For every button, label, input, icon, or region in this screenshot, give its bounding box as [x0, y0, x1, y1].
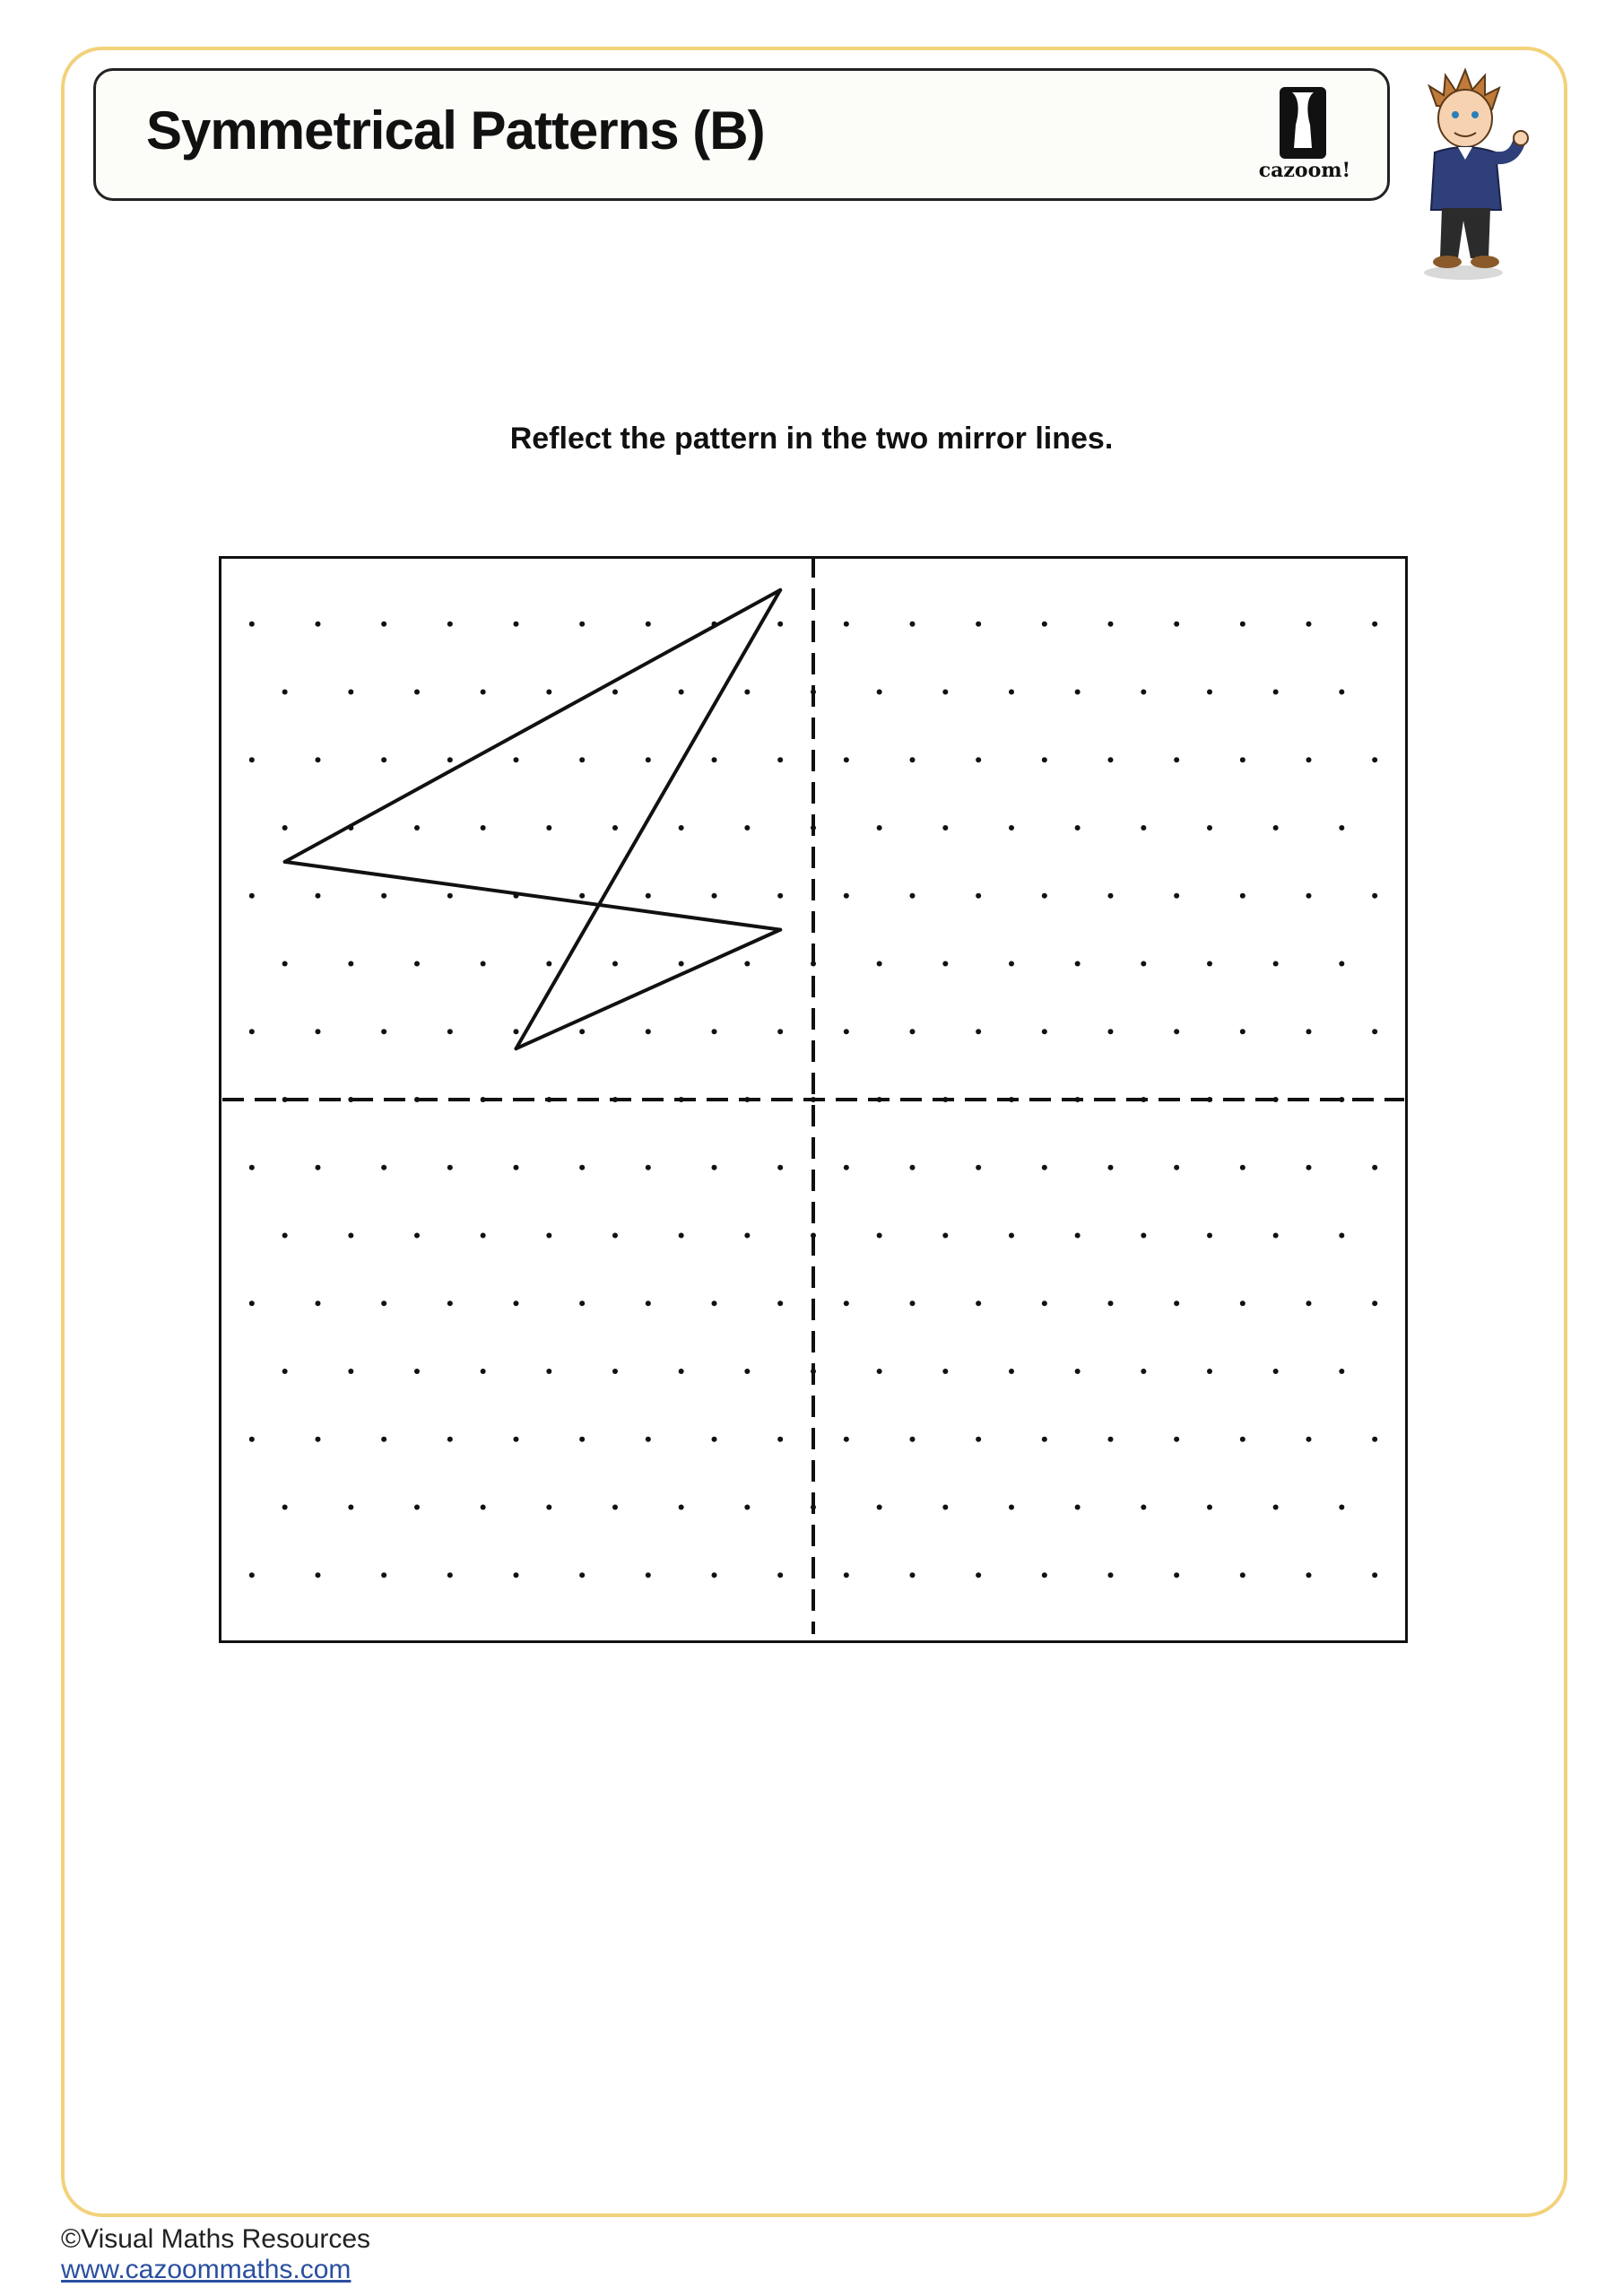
grid-dot — [249, 622, 255, 627]
grid-dot — [1207, 1233, 1212, 1239]
grid-dot — [1339, 825, 1344, 831]
grid-dot — [481, 1233, 486, 1239]
grid-dot — [1273, 1505, 1279, 1510]
grid-dot — [942, 961, 948, 967]
grid-dot — [646, 1029, 651, 1034]
grid-dot — [1141, 690, 1146, 695]
grid-dot — [1306, 1572, 1312, 1578]
grid-dot — [1042, 1029, 1047, 1034]
grid-dot — [976, 893, 981, 899]
grid-dot — [712, 1572, 717, 1578]
grid-dot — [1174, 622, 1179, 627]
grid-dot — [612, 1233, 618, 1239]
grid-dot — [1306, 893, 1312, 899]
grid-dot — [712, 1300, 717, 1306]
grid-dot — [1075, 690, 1081, 695]
grid-dot — [877, 961, 882, 967]
grid-dot — [1306, 1300, 1312, 1306]
grid-dot — [249, 757, 255, 762]
grid-dot — [910, 1029, 916, 1034]
grid-dot — [976, 757, 981, 762]
grid-dot — [1306, 1437, 1312, 1442]
grid-dot — [744, 1369, 750, 1374]
grid-dot — [612, 825, 618, 831]
grid-dot — [777, 757, 783, 762]
grid-dot — [514, 1572, 519, 1578]
pattern-segment — [285, 590, 781, 862]
grid-dot — [612, 1505, 618, 1510]
grid-dot — [1339, 961, 1344, 967]
grid-dot — [679, 1505, 684, 1510]
worksheet-title: Symmetrical Patterns (B) — [146, 100, 765, 161]
grid-dot — [1108, 757, 1114, 762]
grid-dot — [1306, 757, 1312, 762]
grid-dot — [1009, 690, 1014, 695]
grid-dot — [646, 1165, 651, 1170]
grid-dot — [1009, 961, 1014, 967]
grid-dot — [1141, 961, 1146, 967]
grid-dot — [777, 1572, 783, 1578]
grid-dot — [1273, 690, 1279, 695]
grid-dot — [1372, 622, 1377, 627]
cazoom-logo-icon — [1276, 85, 1330, 162]
grid-dot — [316, 622, 321, 627]
grid-dot — [1108, 1437, 1114, 1442]
grid-dot — [249, 1300, 255, 1306]
copyright-text: ©Visual Maths Resources — [61, 2224, 371, 2254]
grid-dot — [316, 1300, 321, 1306]
grid-dot — [844, 1300, 849, 1306]
grid-dot — [1339, 1369, 1344, 1374]
grid-dot — [1372, 893, 1377, 899]
grid-dot — [1240, 1572, 1245, 1578]
grid-dot — [1174, 893, 1179, 899]
grid-dot — [1207, 1505, 1212, 1510]
grid-dot — [1372, 1437, 1377, 1442]
grid-dot — [1174, 1029, 1179, 1034]
grid-dot — [579, 1165, 585, 1170]
grid-dot — [612, 961, 618, 967]
grid-dot — [844, 893, 849, 899]
grid-dot — [910, 1165, 916, 1170]
grid-dot — [414, 1369, 420, 1374]
grid-dot — [282, 1097, 288, 1102]
grid-dot — [1075, 1233, 1081, 1239]
grid-dot — [877, 1233, 882, 1239]
grid-dot — [1240, 1437, 1245, 1442]
grid-dot — [679, 825, 684, 831]
grid-dot — [1372, 1029, 1377, 1034]
grid-dot — [976, 1029, 981, 1034]
grid-dot — [777, 1029, 783, 1034]
grid-dot — [1141, 1369, 1146, 1374]
grid-dot — [348, 1505, 353, 1510]
grid-dot — [1306, 622, 1312, 627]
grid-dot — [447, 622, 453, 627]
grid-dot — [579, 1572, 585, 1578]
dotted-grid — [219, 556, 1408, 1643]
grid-dot — [447, 1165, 453, 1170]
grid-dot — [1042, 1437, 1047, 1442]
grid-dot — [1042, 893, 1047, 899]
grid-dot — [579, 893, 585, 899]
grid-dot — [481, 1369, 486, 1374]
grid-dot — [1009, 825, 1014, 831]
grid-dot — [1009, 1505, 1014, 1510]
grid-dot — [844, 622, 849, 627]
grid-dot — [744, 961, 750, 967]
grid-dot — [646, 1572, 651, 1578]
grid-dot — [546, 1505, 551, 1510]
grid-dot — [514, 1165, 519, 1170]
grid-dot — [481, 690, 486, 695]
grid-dot — [1207, 961, 1212, 967]
grid-dot — [942, 1505, 948, 1510]
grid-dot — [646, 893, 651, 899]
grid-dot — [249, 893, 255, 899]
grid-dot — [579, 757, 585, 762]
grid-dot — [679, 1233, 684, 1239]
grid-dot — [1141, 1233, 1146, 1239]
grid-dot — [447, 893, 453, 899]
grid-dot — [1273, 961, 1279, 967]
grid-dot — [744, 690, 750, 695]
grid-dot — [1273, 825, 1279, 831]
grid-dot — [1174, 1165, 1179, 1170]
grid-dot — [282, 1233, 288, 1239]
grid-dot — [1339, 1233, 1344, 1239]
website-link[interactable]: www.cazoommaths.com — [61, 2255, 352, 2284]
grid-dot — [976, 1437, 981, 1442]
grid-dot — [1174, 1572, 1179, 1578]
grid-dot — [910, 1572, 916, 1578]
grid-dot — [546, 1233, 551, 1239]
grid-dot — [942, 825, 948, 831]
grid-dot — [612, 1369, 618, 1374]
grid-dot — [316, 757, 321, 762]
grid-dot — [976, 622, 981, 627]
grid-dot — [976, 1300, 981, 1306]
grid-dot — [1240, 1300, 1245, 1306]
grid-dot — [1042, 1165, 1047, 1170]
grid-dot — [777, 1300, 783, 1306]
grid-dot — [316, 1029, 321, 1034]
grid-dot — [1108, 1300, 1114, 1306]
grid-dot — [514, 1029, 519, 1034]
grid-dot — [546, 690, 551, 695]
grid-dot — [976, 1165, 981, 1170]
grid-dot — [910, 622, 916, 627]
grid-dot — [414, 1505, 420, 1510]
grid-dot — [447, 1300, 453, 1306]
grid-dot — [316, 1437, 321, 1442]
grid-dot — [777, 622, 783, 627]
grid-dot — [381, 1165, 386, 1170]
grid-dot — [646, 1300, 651, 1306]
grid-dot — [1240, 1029, 1245, 1034]
title-banner — [93, 68, 1390, 201]
grid-dot — [348, 690, 353, 695]
grid-dot — [777, 1165, 783, 1170]
grid-dot — [1108, 1165, 1114, 1170]
grid-dot — [1042, 1300, 1047, 1306]
grid-dot — [1240, 622, 1245, 627]
grid-dot — [381, 622, 386, 627]
grid-dot — [777, 893, 783, 899]
grid-dot — [381, 1029, 386, 1034]
grid-dot — [1273, 1369, 1279, 1374]
grid-dot — [1075, 961, 1081, 967]
grid-dot — [1141, 1505, 1146, 1510]
cazoom-logo — [1251, 85, 1358, 186]
grid-dot — [712, 1165, 717, 1170]
grid-dot — [1108, 622, 1114, 627]
brand-name: cazoom! — [1258, 159, 1351, 182]
grid-dot — [316, 1572, 321, 1578]
grid-dot — [249, 1572, 255, 1578]
grid-dot — [679, 690, 684, 695]
grid-dot — [316, 893, 321, 899]
grid-dot — [844, 1165, 849, 1170]
grid-dot — [579, 1029, 585, 1034]
grid-dot — [1075, 1369, 1081, 1374]
grid-dot — [744, 1505, 750, 1510]
grid-dot — [447, 1029, 453, 1034]
grid-dot — [546, 825, 551, 831]
grid-dot — [1372, 1572, 1377, 1578]
grid-dot — [348, 1369, 353, 1374]
grid-dot — [712, 1437, 717, 1442]
grid-dot — [1108, 893, 1114, 899]
grid-dot — [249, 1165, 255, 1170]
grid-dot — [1372, 757, 1377, 762]
grid-dot — [1042, 622, 1047, 627]
grid-dot — [381, 757, 386, 762]
grid-dot — [481, 961, 486, 967]
pattern-segment — [516, 590, 781, 1048]
grid-dot — [381, 1300, 386, 1306]
grid-dot — [546, 1369, 551, 1374]
grid-dot — [414, 1233, 420, 1239]
grid-dot — [1273, 1233, 1279, 1239]
grid-dot — [1372, 1165, 1377, 1170]
grid-dot — [1174, 1437, 1179, 1442]
grid-dot — [481, 1505, 486, 1510]
grid-dot — [646, 1437, 651, 1442]
grid-dot — [877, 825, 882, 831]
instruction-text: Reflect the pattern in the two mirror lines. — [509, 422, 1114, 456]
grid-dot — [1042, 1572, 1047, 1578]
grid-dot — [1339, 690, 1344, 695]
grid-dot — [249, 1437, 255, 1442]
grid-dot — [481, 825, 486, 831]
grid-dot — [414, 825, 420, 831]
grid-dot — [514, 1437, 519, 1442]
grid-dot — [942, 1369, 948, 1374]
grid-dot — [1174, 1300, 1179, 1306]
grid-dot — [910, 1437, 916, 1442]
grid-dot — [1207, 825, 1212, 831]
grid-dot — [712, 757, 717, 762]
grid-dot — [414, 961, 420, 967]
grid-dot — [877, 690, 882, 695]
grid-dot — [447, 757, 453, 762]
grid-dot — [282, 1369, 288, 1374]
grid-dot — [546, 961, 551, 967]
grid-dot — [348, 1233, 353, 1239]
grid-dot — [579, 1437, 585, 1442]
grid-dot — [910, 893, 916, 899]
grid-dot — [844, 1437, 849, 1442]
grid-dot — [282, 961, 288, 967]
grid-dot — [744, 1233, 750, 1239]
grid-dot — [942, 1233, 948, 1239]
grid-dot — [877, 1369, 882, 1374]
grid-dot — [777, 1437, 783, 1442]
grid-dot — [414, 690, 420, 695]
grid-dot — [844, 1029, 849, 1034]
pattern-segment — [285, 862, 781, 930]
grid-dot — [1306, 1029, 1312, 1034]
grid-dot — [514, 757, 519, 762]
grid-dot — [844, 1572, 849, 1578]
grid-dot — [612, 690, 618, 695]
grid-dot — [712, 1029, 717, 1034]
grid-dot — [1009, 1233, 1014, 1239]
grid-dot — [348, 961, 353, 967]
grid-dot — [1240, 893, 1245, 899]
grid-dot — [1009, 1369, 1014, 1374]
grid-dot — [249, 1029, 255, 1034]
grid-dot — [1075, 1505, 1081, 1510]
grid-dot — [381, 1572, 386, 1578]
grid-dot — [976, 1572, 981, 1578]
grid-dot — [579, 622, 585, 627]
grid-dot — [679, 961, 684, 967]
grid-dot — [282, 690, 288, 695]
grid-dot — [1075, 825, 1081, 831]
grid-dot — [1306, 1165, 1312, 1170]
mascot-boy-illustration — [1399, 59, 1533, 283]
grid-dot — [282, 1505, 288, 1510]
grid-dot — [910, 1300, 916, 1306]
grid-dot — [744, 825, 750, 831]
grid-dot — [1339, 1505, 1344, 1510]
grid-dot — [1240, 1165, 1245, 1170]
grid-dot — [447, 1437, 453, 1442]
grid-dot — [1240, 757, 1245, 762]
grid-dot — [1108, 1572, 1114, 1578]
grid-dot — [844, 757, 849, 762]
grid-dot — [1174, 757, 1179, 762]
grid-dot — [679, 1369, 684, 1374]
grid-dot — [381, 893, 386, 899]
grid-dot — [877, 1505, 882, 1510]
grid-dot — [381, 1437, 386, 1442]
grid-dot — [910, 757, 916, 762]
grid-dot — [646, 757, 651, 762]
grid-dot — [1207, 690, 1212, 695]
grid-dot — [282, 825, 288, 831]
grid-dot — [514, 1300, 519, 1306]
grid-dot — [1207, 1369, 1212, 1374]
grid-dot — [1108, 1029, 1114, 1034]
grid-dot — [579, 1300, 585, 1306]
grid-dot — [514, 622, 519, 627]
grid-dot — [942, 690, 948, 695]
grid-dot — [447, 1572, 453, 1578]
grid-dot — [646, 622, 651, 627]
grid-dot — [1141, 825, 1146, 831]
grid-dot — [1372, 1300, 1377, 1306]
grid-dot — [316, 1165, 321, 1170]
grid-dot — [712, 893, 717, 899]
grid-dot — [1042, 757, 1047, 762]
